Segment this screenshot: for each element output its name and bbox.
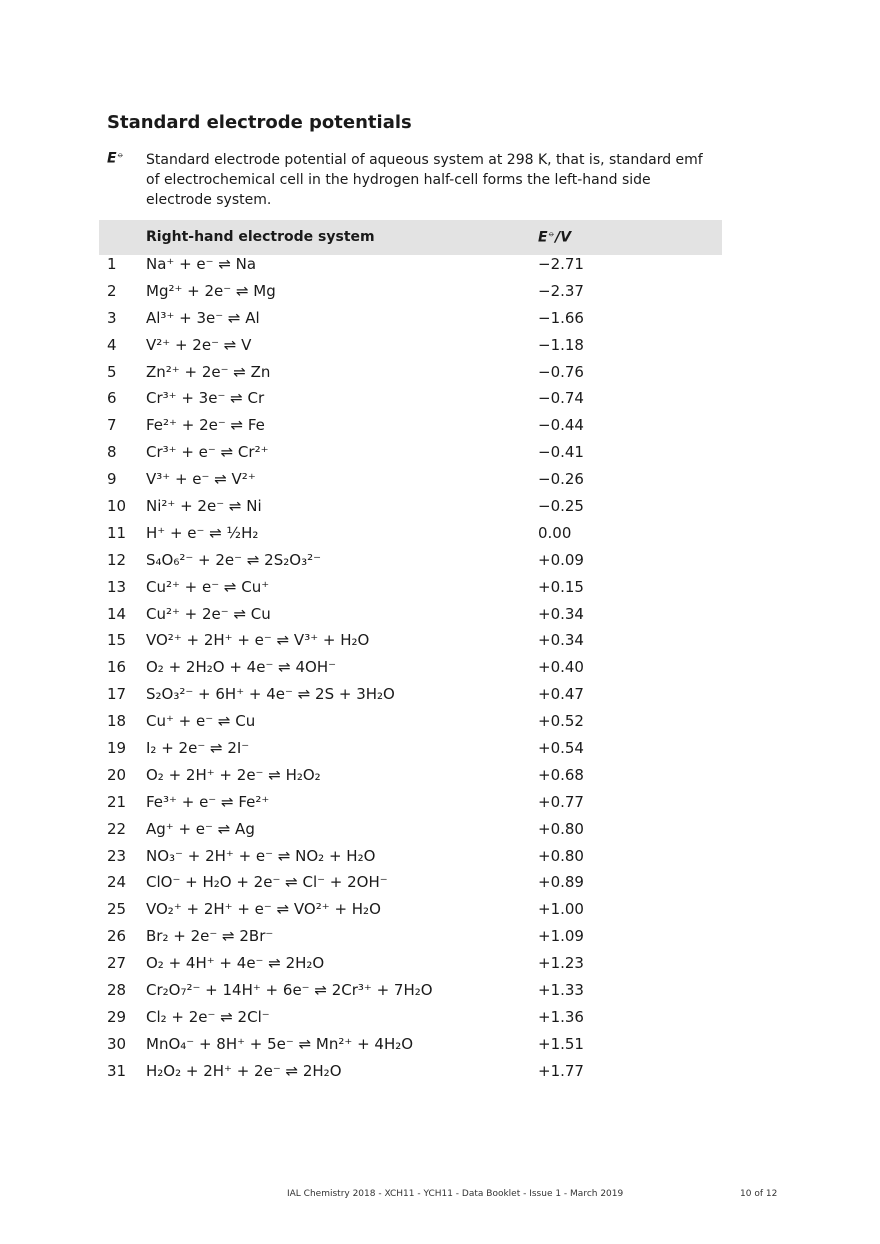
row-number: 26 [107, 927, 127, 946]
table-row [99, 1008, 722, 1035]
row-number: 29 [107, 1007, 127, 1026]
row-number: 14 [107, 604, 127, 623]
header-e-symbol: E [538, 229, 548, 246]
electrode-potential-symbol [107, 150, 124, 167]
half-equation: I₂ + 2e⁻ ⇌ 2I⁻ [146, 739, 250, 758]
half-equation: Cu²⁺ + 2e⁻ ⇌ Cu [146, 604, 271, 623]
table-header [99, 220, 722, 255]
table-body [99, 255, 722, 1089]
half-equation: Br₂ + 2e⁻ ⇌ 2Br⁻ [146, 927, 274, 946]
potential-value: +1.33 [538, 981, 584, 1000]
half-equation: O₂ + 4H⁺ + 4e⁻ ⇌ 2H₂O [146, 954, 325, 973]
row-number: 1 [107, 255, 117, 273]
potential-value: +0.89 [538, 873, 584, 892]
electrode-potential-table [99, 220, 722, 1089]
half-equation: Cu²⁺ + e⁻ ⇌ Cu⁺ [146, 577, 270, 596]
potential-value: −2.37 [538, 281, 584, 300]
footer-text: IAL Chemistry 2018 - XCH11 - YCH11 - Data Booklet - Issue 1 - March 2019 [287, 1189, 624, 1199]
half-equation: Zn²⁺ + 2e⁻ ⇌ Zn [146, 362, 271, 381]
table-row [99, 900, 722, 927]
row-number: 31 [107, 1061, 127, 1080]
half-equation: S₄O₆²⁻ + 2e⁻ ⇌ 2S₂O₃²⁻ [146, 550, 322, 569]
row-number: 19 [107, 739, 127, 758]
potential-value: +0.09 [538, 550, 584, 569]
table-row [99, 954, 722, 981]
row-number: 30 [107, 1034, 127, 1053]
potential-value: +0.80 [538, 846, 584, 865]
half-equation: Al³⁺ + 3e⁻ ⇌ Al [146, 308, 260, 327]
table-row [99, 336, 722, 363]
potential-value: +0.15 [538, 577, 584, 596]
row-number: 27 [107, 954, 127, 973]
half-equation: Fe³⁺ + e⁻ ⇌ Fe²⁺ [146, 792, 270, 811]
symbol-letter: E [107, 150, 117, 167]
half-equation: V²⁺ + 2e⁻ ⇌ V [146, 335, 252, 354]
table-row [99, 981, 722, 1008]
table-row [99, 685, 722, 712]
potential-value: −2.71 [538, 255, 584, 273]
table-row [99, 658, 722, 685]
row-number: 25 [107, 900, 127, 919]
row-number: 17 [107, 685, 127, 704]
row-number: 22 [107, 819, 127, 838]
potential-value: 0.00 [538, 523, 572, 542]
potential-value: +0.52 [538, 712, 584, 731]
potential-value: −0.41 [538, 443, 584, 462]
potential-value: +0.34 [538, 631, 584, 650]
potential-value: +0.47 [538, 685, 584, 704]
table-row [99, 1062, 722, 1089]
potential-value: +1.51 [538, 1034, 584, 1053]
row-number: 28 [107, 981, 127, 1000]
potential-value: +1.77 [538, 1061, 584, 1080]
row-number: 11 [107, 523, 127, 542]
potential-value: +0.80 [538, 819, 584, 838]
table-row [99, 1035, 722, 1062]
half-equation: Cr³⁺ + e⁻ ⇌ Cr²⁺ [146, 443, 269, 462]
table-row [99, 551, 722, 578]
half-equation: Cr₂O₇²⁻ + 14H⁺ + 6e⁻ ⇌ 2Cr³⁺ + 7H₂O [146, 981, 433, 1000]
half-equation: Na⁺ + e⁻ ⇌ Na [146, 255, 257, 273]
table-row [99, 873, 722, 900]
table-row [99, 389, 722, 416]
half-equation: VO₂⁺ + 2H⁺ + e⁻ ⇌ VO²⁺ + H₂O [146, 900, 381, 919]
potential-value: −0.44 [538, 416, 584, 435]
half-equation: Cr³⁺ + 3e⁻ ⇌ Cr [146, 389, 265, 408]
row-number: 24 [107, 873, 127, 892]
table-row [99, 605, 722, 632]
row-number: 2 [107, 281, 117, 300]
half-equation: VO²⁺ + 2H⁺ + e⁻ ⇌ V³⁺ + H₂O [146, 631, 370, 650]
potential-value: +0.54 [538, 739, 584, 758]
half-equation: Cu⁺ + e⁻ ⇌ Cu [146, 712, 256, 731]
table-row [99, 470, 722, 497]
page-number: 10 of 12 [740, 1189, 778, 1199]
header-electrode-system: Right-hand electrode system [146, 229, 375, 245]
table-row [99, 282, 722, 309]
row-number: 15 [107, 631, 127, 650]
row-number: 8 [107, 443, 117, 462]
potential-value: +1.36 [538, 1007, 584, 1026]
row-number: 6 [107, 389, 117, 408]
table-row [99, 712, 722, 739]
half-equation: ClO⁻ + H₂O + 2e⁻ ⇌ Cl⁻ + 2OH⁻ [146, 873, 388, 892]
standard-state-icon: ⦵ [547, 229, 556, 239]
table-row [99, 416, 722, 443]
half-equation: Cl₂ + 2e⁻ ⇌ 2Cl⁻ [146, 1007, 270, 1026]
row-number: 20 [107, 765, 127, 784]
half-equation: V³⁺ + e⁻ ⇌ V²⁺ [146, 470, 256, 489]
half-equation: NO₃⁻ + 2H⁺ + e⁻ ⇌ NO₂ + H₂O [146, 846, 376, 865]
potential-value: −0.74 [538, 389, 584, 408]
header-potential [538, 229, 571, 246]
potential-value: −1.18 [538, 335, 584, 354]
half-equation: H⁺ + e⁻ ⇌ ½H₂ [146, 523, 259, 542]
half-equation: MnO₄⁻ + 8H⁺ + 5e⁻ ⇌ Mn²⁺ + 4H₂O [146, 1034, 414, 1053]
table-row [99, 739, 722, 766]
half-equation: H₂O₂ + 2H⁺ + 2e⁻ ⇌ 2H₂O [146, 1061, 342, 1080]
table-row [99, 766, 722, 793]
row-number: 4 [107, 335, 117, 354]
half-equation: Ag⁺ + e⁻ ⇌ Ag [146, 819, 255, 838]
definition-text: Standard electrode potential of aqueous system at 298 K, that is, standard emf of electrochemical cell in the hydrogen half-cell forms the left-hand side electrode system. [146, 152, 703, 208]
table-row [99, 524, 722, 551]
table-row [99, 497, 722, 524]
row-number: 10 [107, 497, 127, 516]
potential-value: +1.23 [538, 954, 584, 973]
table-row [99, 578, 722, 605]
potential-value: +0.68 [538, 765, 584, 784]
row-number: 5 [107, 362, 117, 381]
table-row [99, 443, 722, 470]
header-e-unit: /V [555, 229, 572, 246]
potential-value: −0.25 [538, 497, 584, 516]
half-equation: Ni²⁺ + 2e⁻ ⇌ Ni [146, 497, 262, 516]
potential-value: −1.66 [538, 308, 584, 327]
table-row [99, 363, 722, 390]
row-number: 21 [107, 792, 127, 811]
potential-value: +0.40 [538, 658, 584, 677]
potential-value: +1.09 [538, 927, 584, 946]
row-number: 7 [107, 416, 117, 435]
half-equation: O₂ + 2H₂O + 4e⁻ ⇌ 4OH⁻ [146, 658, 337, 677]
row-number: 18 [107, 712, 127, 731]
half-equation: O₂ + 2H⁺ + 2e⁻ ⇌ H₂O₂ [146, 765, 321, 784]
standard-state-icon: ⦵ [116, 150, 125, 160]
table-row [99, 820, 722, 847]
row-number: 9 [107, 470, 117, 489]
potential-value: +0.34 [538, 604, 584, 623]
table-row [99, 793, 722, 820]
row-number: 3 [107, 308, 117, 327]
potential-value: +1.00 [538, 900, 584, 919]
table-row [99, 927, 722, 954]
potential-value: −0.26 [538, 470, 584, 489]
table-row [99, 255, 722, 282]
page-title: Standard electrode potentials [107, 112, 412, 133]
table-row [99, 847, 722, 874]
row-number: 16 [107, 658, 127, 677]
half-equation: Mg²⁺ + 2e⁻ ⇌ Mg [146, 281, 276, 300]
potential-value: −0.76 [538, 362, 584, 381]
table-row [99, 631, 722, 658]
half-equation: Fe²⁺ + 2e⁻ ⇌ Fe [146, 416, 265, 435]
potential-value: +0.77 [538, 792, 584, 811]
row-number: 12 [107, 550, 127, 569]
row-number: 13 [107, 577, 127, 596]
half-equation: S₂O₃²⁻ + 6H⁺ + 4e⁻ ⇌ 2S + 3H₂O [146, 685, 395, 704]
table-row [99, 309, 722, 336]
row-number: 23 [107, 846, 127, 865]
